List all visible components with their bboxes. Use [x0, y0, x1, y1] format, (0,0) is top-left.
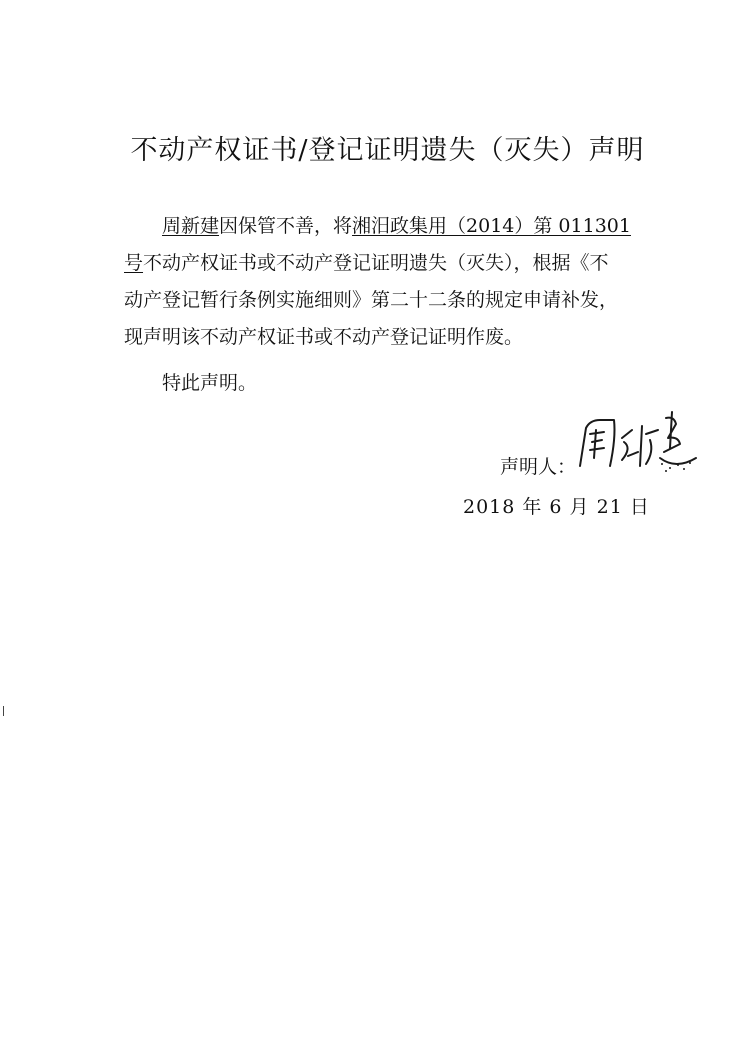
certificate-number: 湘汨政集用（2014）第 011301	[352, 215, 631, 237]
handwritten-signature	[566, 408, 701, 478]
statement-paragraph	[124, 208, 654, 356]
paragraph-line-2	[124, 245, 654, 282]
closing-statement: 特此声明。	[162, 372, 258, 394]
declarant-label: 声明人：	[500, 456, 577, 478]
certificate-number-suffix: 号	[124, 252, 144, 274]
declaration-date: 2018 年 6 月 21 日	[463, 496, 650, 518]
scan-margin-mark	[3, 706, 4, 716]
paragraph-text-1: 因保管不善，将	[219, 215, 353, 237]
person-name: 周新建	[162, 215, 220, 237]
paragraph-text-2: 不动产权证书或不动产登记证明遗失（灭失），根据《不	[143, 252, 609, 274]
paragraph-line-4: 现声明该不动产权证书或不动产登记证明作废。	[124, 326, 524, 348]
paragraph-line-1	[124, 208, 654, 245]
document-title: 不动产权证书/登记证明遗失（灭失）声明	[130, 135, 645, 166]
paragraph-line-3: 动产登记暂行条例实施细则》第二十二条的规定申请补发，	[124, 289, 619, 311]
